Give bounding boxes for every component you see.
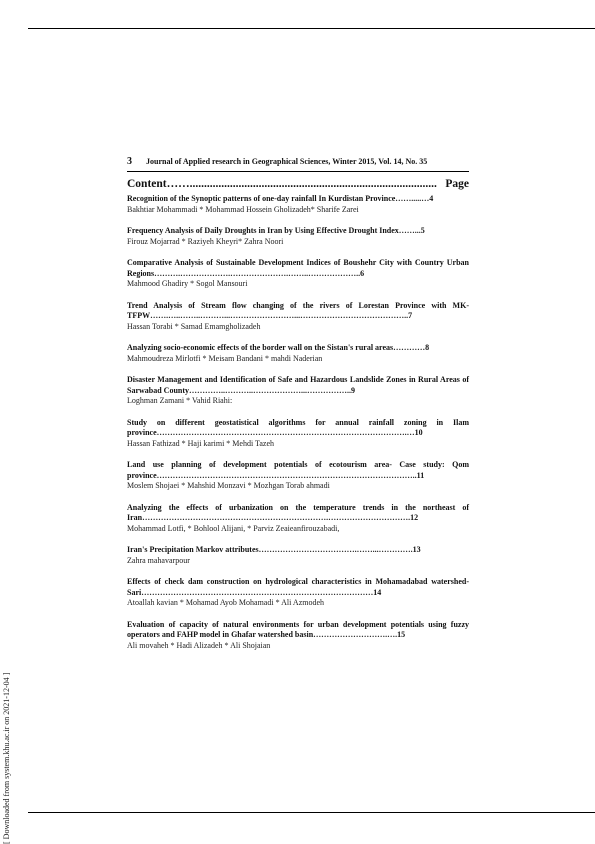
entry-authors: Atoallah kavian * Mohamad Ayob Mohamadi * Ali Azmodeh bbox=[127, 598, 325, 607]
entry-authors: Bakhtiar Mohammadi * Mohammad Hossein Gholizadeh* Sharife Zarei bbox=[127, 204, 359, 214]
table-of-contents bbox=[127, 156, 469, 662]
entry-title: Recognition of the Synoptic patterns of one-day rainfall In Kurdistan Province…….....…4 bbox=[127, 194, 434, 203]
entry-title: Iran's Precipitation Markov attributes……………………………….……...………….13 bbox=[127, 545, 421, 554]
toc-entry bbox=[127, 620, 469, 652]
contents-leader: ……...................................................................................... bbox=[166, 178, 437, 190]
entry-authors: Mahmoudreza Mirlotfi * Meisam Bandani * mahdi Naderian bbox=[127, 353, 323, 363]
entry-authors: Hassan Fathizad * Haji karimi * Mehdi Tazeh bbox=[127, 438, 275, 448]
entry-authors: Mahmood Ghadiry * Sogol Mansouri bbox=[127, 279, 248, 288]
toc-entry bbox=[127, 258, 469, 290]
contents-heading bbox=[127, 176, 469, 192]
journal-title: Journal of Applied research in Geographical Sciences, Winter 2015, Vol. 14, No. 35 bbox=[146, 157, 428, 166]
toc-entry bbox=[127, 226, 469, 247]
top-rule bbox=[28, 28, 595, 29]
entry-title: Trend Analysis of Stream flow changing of the rivers of Lorestan Province with MK-TFPW…….…..……..………...……………………...…………………………………..7 bbox=[127, 300, 469, 320]
toc-entry bbox=[127, 375, 469, 407]
entry-authors: Moslem Shojaei * Mahshid Monzavi * Mozhgan Torab ahmadi bbox=[127, 481, 330, 490]
entry-title: Study on different geostatistical algorithms for annual rainfall zoning in Ilam province………………………………………………………………………………….…10 bbox=[127, 417, 469, 437]
header-rule bbox=[127, 171, 469, 172]
toc-entry bbox=[127, 418, 469, 450]
toc-entry bbox=[127, 577, 469, 609]
toc-entry bbox=[127, 503, 469, 535]
entry-title: Frequency Analysis of Daily Droughts in Iran by Using Effective Drought Index……...5 bbox=[127, 226, 425, 235]
entry-authors: Ali movaheh * Hadi Alizadeh * Ali Shojaian bbox=[127, 640, 271, 650]
entry-title: Analyzing the effects of urbanization on the temperature trends in the northeast of Iran…………………………………………………………….………………………….12 bbox=[127, 502, 469, 522]
entry-title: Evaluation of capacity of natural environments for urban development potentials using fuzzy operators and FAHP model in Ghafar watershed basin……………………….….15 bbox=[127, 619, 469, 639]
entry-title: Comparative Analysis of Sustainable Development Indices of Boushehr City with Country Urban Regions……….……………….………………….……..………………..6 bbox=[127, 258, 469, 278]
page-column-label: Page bbox=[445, 178, 469, 190]
entry-title: Land use planning of development potentials of ecotourism area- Case study: Qom province……………………………………………………………………………………..11 bbox=[127, 460, 469, 480]
entry-authors: Zahra mahavarpour bbox=[127, 555, 190, 565]
page-header bbox=[127, 156, 469, 167]
toc-entry bbox=[127, 460, 469, 492]
bottom-rule bbox=[28, 812, 595, 813]
entry-authors: Hassan Torabi * Samad Emamgholizadeh bbox=[127, 321, 261, 331]
entry-authors: Firouz Mojarrad * Raziyeh Kheyri* Zahra Noori bbox=[127, 236, 284, 246]
entry-authors: Mohammad Lotfi, * Bohlool Alijani, * Parviz Zeaieanfirouzabadi, bbox=[127, 523, 340, 533]
download-note: [ Downloaded from system.khu.ac.ir on 2021-12-04 ] bbox=[2, 672, 11, 844]
toc-entry bbox=[127, 545, 469, 566]
page-number: 3 bbox=[127, 156, 132, 167]
entry-authors: Loghman Zamani * Vahid Riahi: bbox=[127, 396, 233, 405]
entry-title: Analyzing socio-economic effects of the border wall on the Sistan's rural areas…………8 bbox=[127, 343, 430, 352]
entry-title: Disaster Management and Identification of Safe and Hazardous Landslide Zones in Rural Areas of Sarwabad County…………..………..………………...……………..9 bbox=[127, 375, 469, 395]
toc-entry bbox=[127, 301, 469, 333]
entry-list bbox=[127, 194, 469, 651]
contents-label: Content bbox=[127, 178, 167, 190]
toc-entry bbox=[127, 194, 469, 215]
toc-entry bbox=[127, 343, 469, 364]
entry-title: Effects of check dam construction on hydrological characteristics in Mohamadabad watershed-Sari……………………………………………………………………………14 bbox=[127, 577, 469, 597]
